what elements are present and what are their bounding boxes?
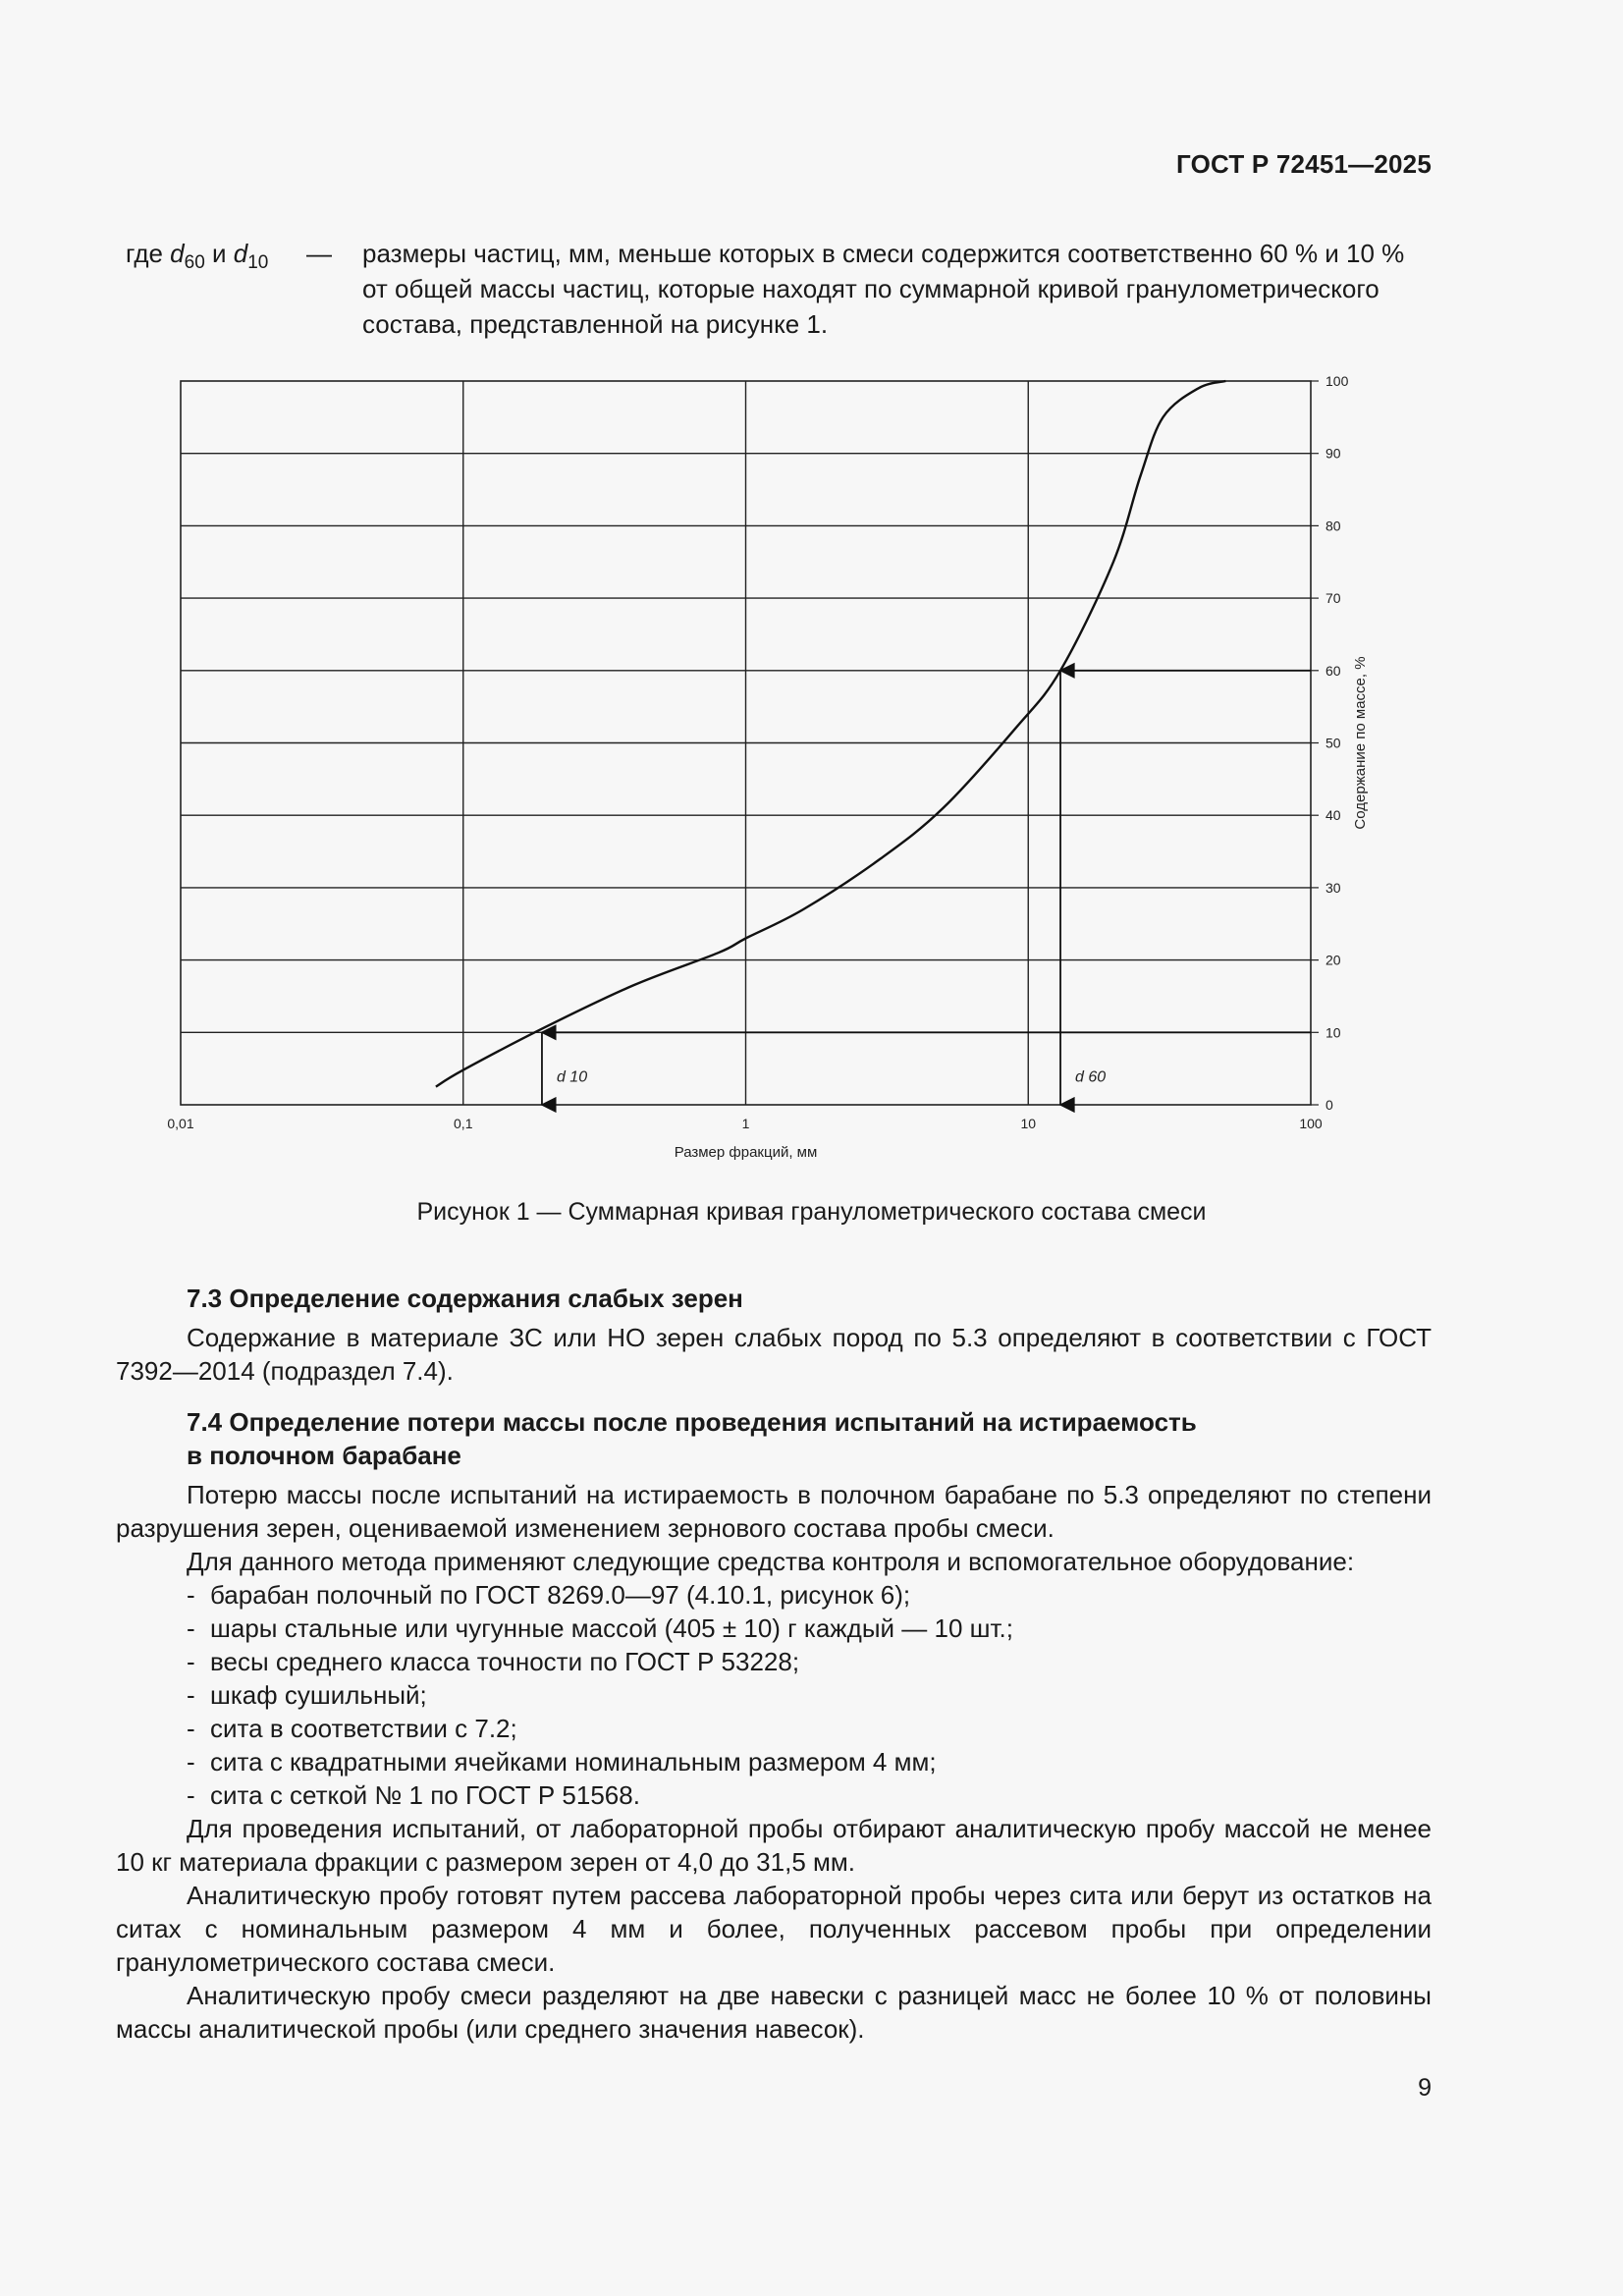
list-item: - шары стальные или чугунные массой (405 ± 10) г каждый — 10 шт.;: [187, 1612, 1432, 1645]
x-tick-label: 100: [1299, 1116, 1323, 1131]
list-item: - сита с квадратными ячейками номинальным размером 4 мм;: [187, 1745, 1432, 1778]
x-tick-label: 0,01: [167, 1116, 194, 1131]
section-7-4-paragraph-2: Для данного метода применяют следующие средства контроля и вспомогательное оборудование:: [187, 1547, 1355, 1576]
definition-block: [126, 236, 1432, 342]
list-item: - весы среднего класса точности по ГОСТ Р 53228;: [187, 1645, 1432, 1678]
section-7-4-paragraph-3: Для проведения испытаний, от лабораторной пробы отбирают аналитическую пробу массой не менее 10 кг материала фракции с размером зерен от 4,0 до 31,5 мм.: [116, 1814, 1432, 1877]
y-tick-label: 0: [1325, 1097, 1333, 1113]
y-tick-label: 80: [1325, 518, 1341, 534]
section-7-4-paragraph-4: Аналитическую пробу готовят путем рассева лабораторной пробы через сита или берут из остатков на ситах с номинальным размером 4 мм и более, полученных рассевом пробы при определении гранулометрического состава смеси.: [116, 1881, 1432, 1977]
section-7-4-heading-line2: в полочном барабане: [187, 1441, 461, 1470]
section-7-4-paragraph-1: Потерю массы после испытаний на истираемость в полочном барабане по 5.3 определяют по степени разрушения зерен, оцениваемой изменением зернового состава пробы смеси.: [116, 1480, 1432, 1543]
chart-grid: [181, 381, 1319, 1105]
y-axis-label: Содержание по массе, %: [1352, 656, 1369, 830]
grading-curve-chart: [147, 363, 1394, 1178]
y-tick-label: 70: [1325, 590, 1341, 607]
chart-series: [436, 381, 1226, 1087]
chart-tick-labels: [167, 373, 1348, 1131]
main-content: [116, 1282, 1432, 2046]
list-item: - барабан полочный по ГОСТ 8269.0—97 (4.10.1, рисунок 6);: [187, 1578, 1432, 1612]
section-7-4-heading-line1: 7.4 Определение потери массы после проведения испытаний на истираемость: [187, 1407, 1197, 1437]
y-tick-label: 20: [1325, 952, 1341, 968]
y-tick-label: 40: [1325, 807, 1341, 824]
y-tick-label: 90: [1325, 445, 1341, 462]
chart-svg: [147, 363, 1394, 1178]
page-number: 9: [1418, 2074, 1432, 2102]
document-standard-header: ГОСТ Р 72451—2025: [1176, 149, 1432, 179]
equipment-list: [116, 1578, 1432, 1812]
definition-dash: —: [306, 239, 332, 268]
y-tick-label: 50: [1325, 735, 1341, 751]
x-tick-label: 1: [741, 1116, 750, 1131]
section-7-3-heading: 7.3 Определение содержания слабых зерен: [187, 1284, 743, 1313]
figure-caption: Рисунок 1 — Суммарная кривая гранулометрического состава смеси: [416, 1198, 1207, 1226]
y-tick-label: 10: [1325, 1024, 1341, 1041]
section-7-4-paragraph-5: Аналитическую пробу смеси разделяют на две навески с разницей масс не более 10 % от половины массы аналитической пробы (или среднего значения навесок).: [116, 1981, 1432, 2044]
section-7-3-paragraph: Содержание в материале ЗС или НО зерен слабых пород по 5.3 определяют в соответствии с ГОСТ 7392—2014 (подраздел 7.4).: [116, 1323, 1432, 1386]
y-tick-label: 30: [1325, 879, 1341, 896]
definition-description: размеры частиц, мм, меньше которых в смеси содержится соответственно 60 % и 10 % от общей массы частиц, которые находят по суммарной кривой гранулометрического состава, представленной на рисунке 1.: [362, 239, 1405, 339]
grading-curve-line: [436, 381, 1226, 1087]
y-tick-label: 60: [1325, 662, 1341, 679]
list-item: - сита в соответствии с 7.2;: [187, 1712, 1432, 1745]
d10-label: d 10: [556, 1068, 588, 1086]
x-tick-label: 0,1: [454, 1116, 473, 1131]
x-tick-label: 10: [1020, 1116, 1037, 1131]
x-axis-label: Размер фракций, мм: [674, 1144, 818, 1161]
list-item: - сита с сеткой № 1 по ГОСТ Р 51568.: [187, 1778, 1432, 1812]
list-item: - шкаф сушильный;: [187, 1678, 1432, 1712]
d60-label: d 60: [1075, 1068, 1107, 1086]
definition-term: где $d_{60}$ и $d_{10}$: [126, 239, 269, 273]
y-tick-label: 100: [1325, 373, 1349, 389]
